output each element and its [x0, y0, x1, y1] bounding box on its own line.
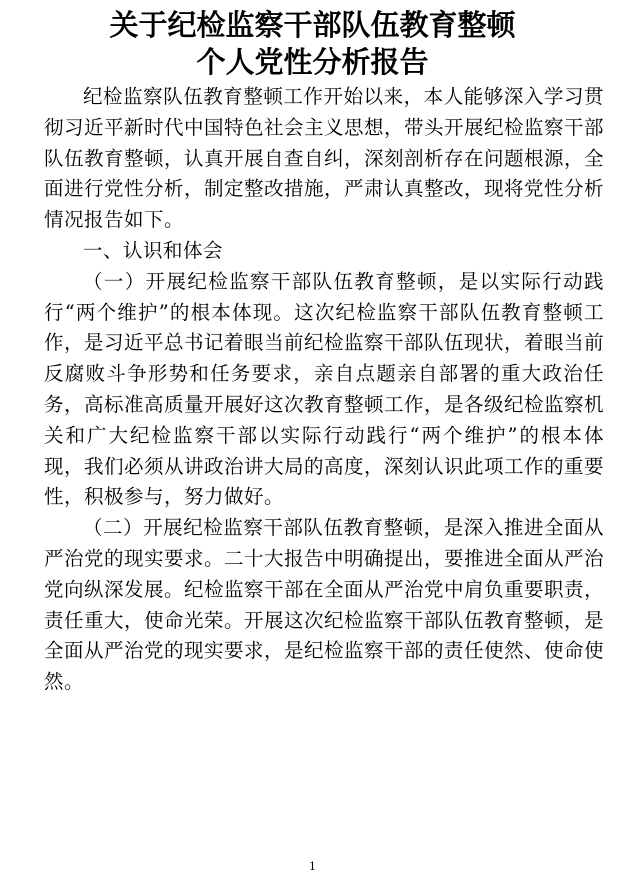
document-body: [44, 82, 604, 698]
document-title-line-2: 个人党性分析报告: [196, 45, 429, 79]
point-2-paragraph: （二）开展纪检监察干部队伍教育整顿，是深入推进全面从严治党的现实要求。二十大报告中明确提出，要推进全面从严治党向纵深发展。纪检监察干部在全面从严治党中肩负重要职责，责任重大，使命光荣。开展这次纪检监察干部队伍教育整顿，是全面从严治党的现实要求，是纪检监察干部的责任使然、使命使然。: [44, 516, 605, 694]
document-title-line-1: 关于纪检监察干部队伍教育整顿: [109, 8, 516, 42]
page-number: 1: [309, 860, 316, 873]
section-heading-1: 一、认识和体会: [83, 238, 224, 262]
point-1-paragraph: （一）开展纪检监察干部队伍教育整顿，是以实际行动践行“两个维护”的根本体现。这次纪检监察干部队伍教育整顿工作，是习近平总书记着眼当前纪检监察干部队伍现状，着眼当前反腐败斗争形势和任务要求，亲自点题亲自部署的重大政治任务，高标准高质量开展好这次教育整顿工作，是各级纪检监察机关和广大纪检监察干部以实际行动践行“两个维护”的根本体现，我们必须从讲政治讲大局的高度，深刻认识此项工作的重要性，积极参与，努力做好。: [44, 269, 605, 509]
intro-paragraph: 纪检监察队伍教育整顿工作开始以来，本人能够深入学习贯彻习近平新时代中国特色社会主义思想，带头开展纪检监察干部队伍教育整顿，认真开展自查自纠，深刻剖析存在问题根源，全面进行党性分析，制定整改措施，严肃认真整改，现将党性分析情况报告如下。: [44, 85, 605, 232]
